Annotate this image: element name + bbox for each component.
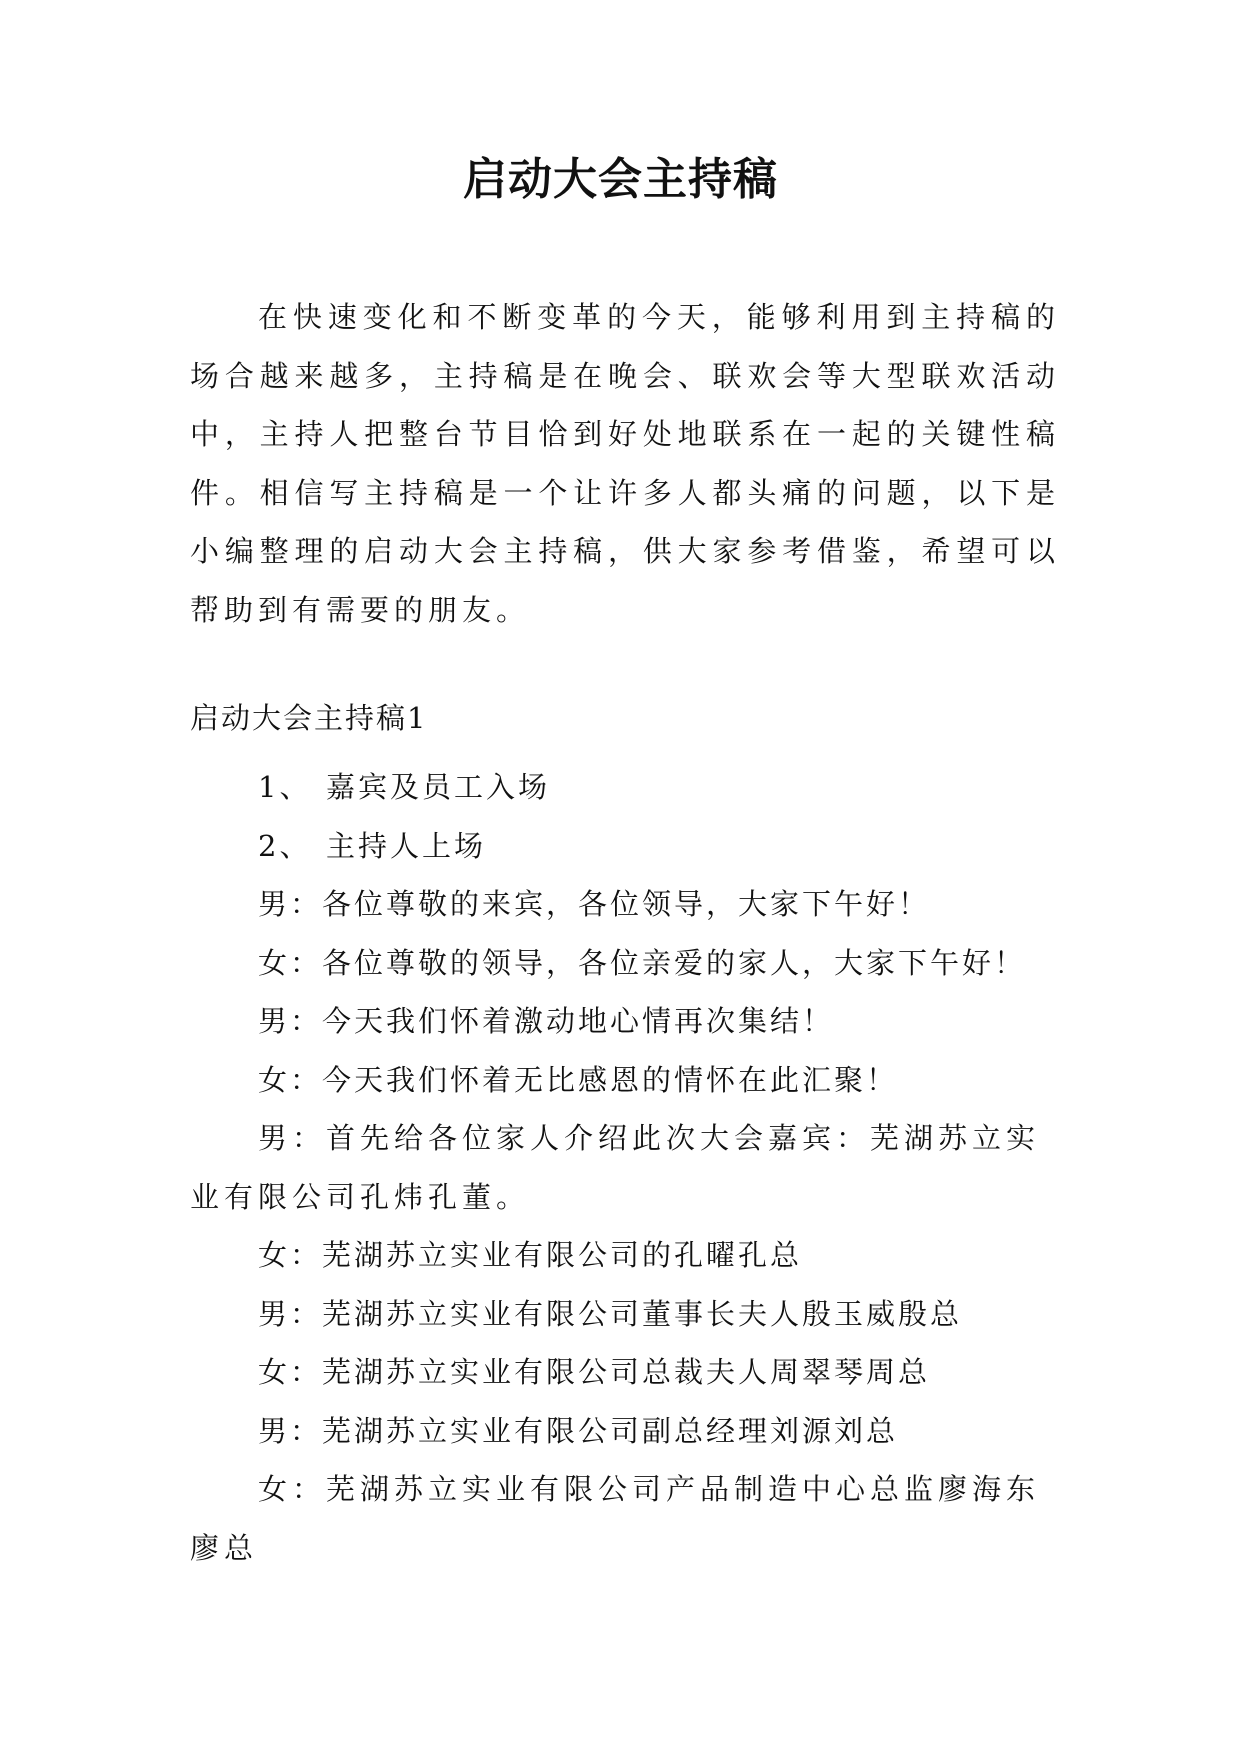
dialogue-line: 男：芜湖苏立实业有限公司董事长夫人殷玉威殷总 xyxy=(258,1296,963,1331)
dialogue-line: 女：芜湖苏立实业有限公司产品制造中心总监廖海东廖总 xyxy=(190,1472,1041,1565)
dialogue-line: 女：芜湖苏立实业有限公司总裁夫人周翠琴周总 xyxy=(258,1355,931,1389)
dialogue-line: 女：各位尊敬的领导，各位亲爱的家人，大家下午好！ xyxy=(258,945,1027,980)
script-lines xyxy=(190,758,1070,1577)
dialogue-line: 男：芜湖苏立实业有限公司副总经理刘源刘总 xyxy=(258,1413,899,1448)
list-item xyxy=(190,817,1070,876)
item-text: 主持人上场 xyxy=(326,828,487,863)
dialogue-line: 女：芜湖苏立实业有限公司的孔曜孔总 xyxy=(258,1238,803,1272)
dialogue-line: 男：今天我们怀着激动地心情再次集结！ xyxy=(258,1004,835,1038)
item-number: 2、 xyxy=(258,828,312,863)
dialogue-line: 男：首先给各位家人介绍此次大会嘉宾：芜湖苏立实业有限公司孔炜孔董。 xyxy=(190,1121,1041,1214)
item-text: 嘉宾及员工入场 xyxy=(326,770,551,804)
document-title: 启动大会主持稿 xyxy=(463,154,778,205)
section-heading: 启动大会主持稿1 xyxy=(190,701,428,735)
list-item xyxy=(190,758,1070,817)
item-number: 1、 xyxy=(258,770,312,804)
intro-paragraph: 在快速变化和不断变革的今天，能够利用到主持稿的场合越来越多，主持稿是在晚会、联欢会等大型联欢活动中，主持人把整台节目恰到好处地联系在一起的关键性稿件。相信写主持稿是一个让许多人都头痛的问题，以下是小编整理的启动大会主持稿，供大家参考借鉴，希望可以帮助到有需要的朋友。 xyxy=(190,300,1060,627)
dialogue-line: 女：今天我们怀着无比感恩的情怀在此汇聚！ xyxy=(258,1062,899,1097)
dialogue-line: 男：各位尊敬的来宾，各位领导，大家下午好！ xyxy=(258,887,931,921)
